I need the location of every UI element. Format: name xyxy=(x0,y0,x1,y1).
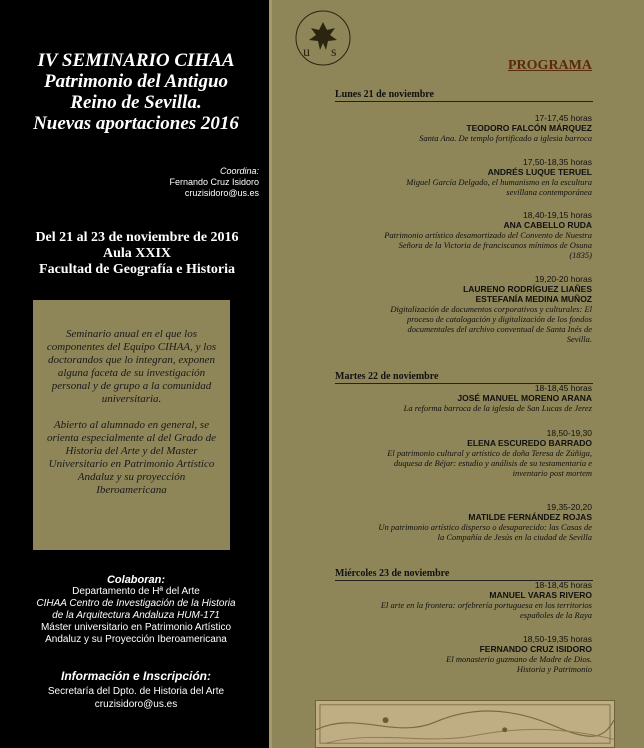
session-item xyxy=(322,210,592,260)
session-talk: documentales del archivo conventual de Santa Inés de xyxy=(407,324,592,334)
description-paragraph: Seminario anual en el que los componentes del Equipo CIHAA, y los doctorandos que lo integran, exponen alguna faceta de su investigación personal y de grupo a la comunidad universitaria. xyxy=(46,328,217,405)
old-map-image xyxy=(315,700,615,748)
faculty: Facultad de Geografía e Historia xyxy=(39,262,235,277)
session-item xyxy=(322,634,592,674)
session-item xyxy=(322,428,592,478)
coordinator-label: Coordina: xyxy=(219,166,259,176)
session-talk: sevillana contemporánea xyxy=(506,187,592,197)
left-panel xyxy=(0,0,272,748)
session-item xyxy=(322,580,592,620)
session-talk: inventario post mortem xyxy=(512,468,592,478)
session-speaker: JOSÉ MANUEL MORENO ARANA xyxy=(457,393,592,403)
university-seal-icon xyxy=(293,8,353,68)
title-line-2: Patrimonio del Antiguo xyxy=(43,71,229,92)
session-speaker: ANA CABELLO RUDA xyxy=(503,220,592,230)
session-item xyxy=(322,274,592,344)
title-line-4: Nuevas aportaciones 2016 xyxy=(33,113,239,134)
session-speaker: FERNANDO CRUZ ISIDORO xyxy=(479,644,592,654)
session-talk: Miguel García Delgado, el humanismo en la escultura xyxy=(406,177,592,187)
coordinator-block xyxy=(59,166,259,199)
coordinator-email[interactable]: cruzisidoro@us.es xyxy=(184,188,259,198)
session-talk: españoles de la Raya xyxy=(520,610,592,620)
collaborators-heading: Colaboran: xyxy=(106,574,166,586)
session-talk: Santa Ana. De templo fortificado a iglesia barroca xyxy=(419,133,592,143)
session-item xyxy=(322,502,592,542)
day-heading: Martes 22 de noviembre xyxy=(335,371,593,384)
collaborator-line: Máster universitario en Patrimonio Artístico xyxy=(40,622,232,633)
session-time: 17-17,45 horas xyxy=(534,113,592,123)
session-talk: La reforma barroca de la iglesia de San Lucas de Jerez xyxy=(403,403,592,413)
collaborator-line: Departamento de Hª del Arte xyxy=(72,586,200,597)
session-talk: Señora de la Victoria de franciscanos mínimos de Osuna xyxy=(398,240,592,250)
info-block xyxy=(12,670,260,711)
session-talk: (1835) xyxy=(569,250,592,260)
description-paragraph: Abierto al alumnado en general, se orienta especialmente al del Grado de Historia del Arte y del Master Universitario en Patrimonio Artístico Andaluz y su proyección Iberoamericana xyxy=(47,419,216,496)
collaborator-line: Andaluz y su Proyección Iberoamericana xyxy=(45,634,227,645)
date-range: Del 21 al 23 de noviembre de 2016 xyxy=(35,230,239,245)
room: Aula XXIX xyxy=(102,246,172,261)
seminar-title xyxy=(14,50,258,134)
session-speaker: MATILDE FERNÁNDEZ ROJAS xyxy=(468,512,592,522)
session-time: 18,50-19,30 xyxy=(546,428,592,438)
session-time: 19,20-20 horas xyxy=(534,274,592,284)
svg-text:u: u xyxy=(303,45,310,60)
session-talk: El arte en la frontera: orfebrería portuguesa en los territorios xyxy=(380,600,592,610)
coordinator-name: Fernando Cruz Isidoro xyxy=(169,177,259,187)
session-time: 19,35-20,20 xyxy=(546,502,592,512)
info-line: Secretaría del Dpto. de Historia del Arte xyxy=(47,686,225,697)
session-item xyxy=(322,113,592,143)
session-time: 18,50-19,35 horas xyxy=(523,634,592,644)
session-talk: Digitalización de documentos corporativos y culturales: El xyxy=(390,304,592,314)
session-speaker: MANUEL VARAS RIVERO xyxy=(489,590,592,600)
session-speaker: ESTEFANÍA MEDINA MUÑOZ xyxy=(475,294,592,304)
title-line-1: IV SEMINARIO CIHAA xyxy=(37,50,235,71)
session-speaker: TEODORO FALCÓN MÁRQUEZ xyxy=(466,123,592,133)
session-talk: proceso de catalogación y digitalización de los fondos xyxy=(406,314,592,324)
session-talk: duquesa de Béjar: estudio y análisis de su testamentaria e xyxy=(393,458,592,468)
session-time: 18-18,45 horas xyxy=(534,383,592,393)
session-item xyxy=(322,157,592,197)
session-speaker: ANDRÉS LUQUE TERUEL xyxy=(487,167,592,177)
collaborators-block xyxy=(12,574,260,646)
session-time: 18-18,45 horas xyxy=(534,580,592,590)
session-time: 18,40-19,15 horas xyxy=(523,210,592,220)
event-dates xyxy=(6,230,268,278)
session-talk: Sevilla. xyxy=(566,334,592,344)
description-box xyxy=(33,300,230,550)
day-heading: Miércoles 23 de noviembre xyxy=(335,568,593,581)
program-heading: PROGRAMA xyxy=(508,58,592,73)
day-heading: Lunes 21 de noviembre xyxy=(335,89,593,102)
session-talk: El monasterio guzmano de Madre de Dios. xyxy=(446,654,592,664)
session-speaker: LAURENO RODRÍGUEZ LIAÑES xyxy=(463,284,592,294)
collaborator-line: CIHAA Centro de Investigación de la Historia xyxy=(36,598,236,609)
session-speaker: ELENA ESCUREDO BARRADO xyxy=(467,438,592,448)
right-panel xyxy=(275,0,644,748)
collaborator-line: de la Arquitectura Andaluza HUM-171 xyxy=(52,610,220,621)
info-email[interactable]: cruzisidoro@us.es xyxy=(94,699,178,710)
session-talk: Un patrimonio artístico disperso o desaparecido: las Casas de xyxy=(378,522,592,532)
session-item xyxy=(322,383,592,413)
session-talk: El patrimonio cultural y artístico de doña Teresa de Zúñiga, xyxy=(387,448,592,458)
session-time: 17,50-18,35 horas xyxy=(523,157,592,167)
title-line-3: Reino de Sevilla. xyxy=(70,92,202,113)
session-talk: Patrimonio artístico desamortizado del Convento de Nuestra xyxy=(384,230,592,240)
svg-text:s: s xyxy=(331,45,337,60)
session-talk: la Compañía de Jesús en la ciudad de Sevilla xyxy=(437,532,592,542)
info-heading: Información e Inscripción: xyxy=(60,669,212,683)
session-talk: Historia y Patrimonio xyxy=(516,664,592,674)
